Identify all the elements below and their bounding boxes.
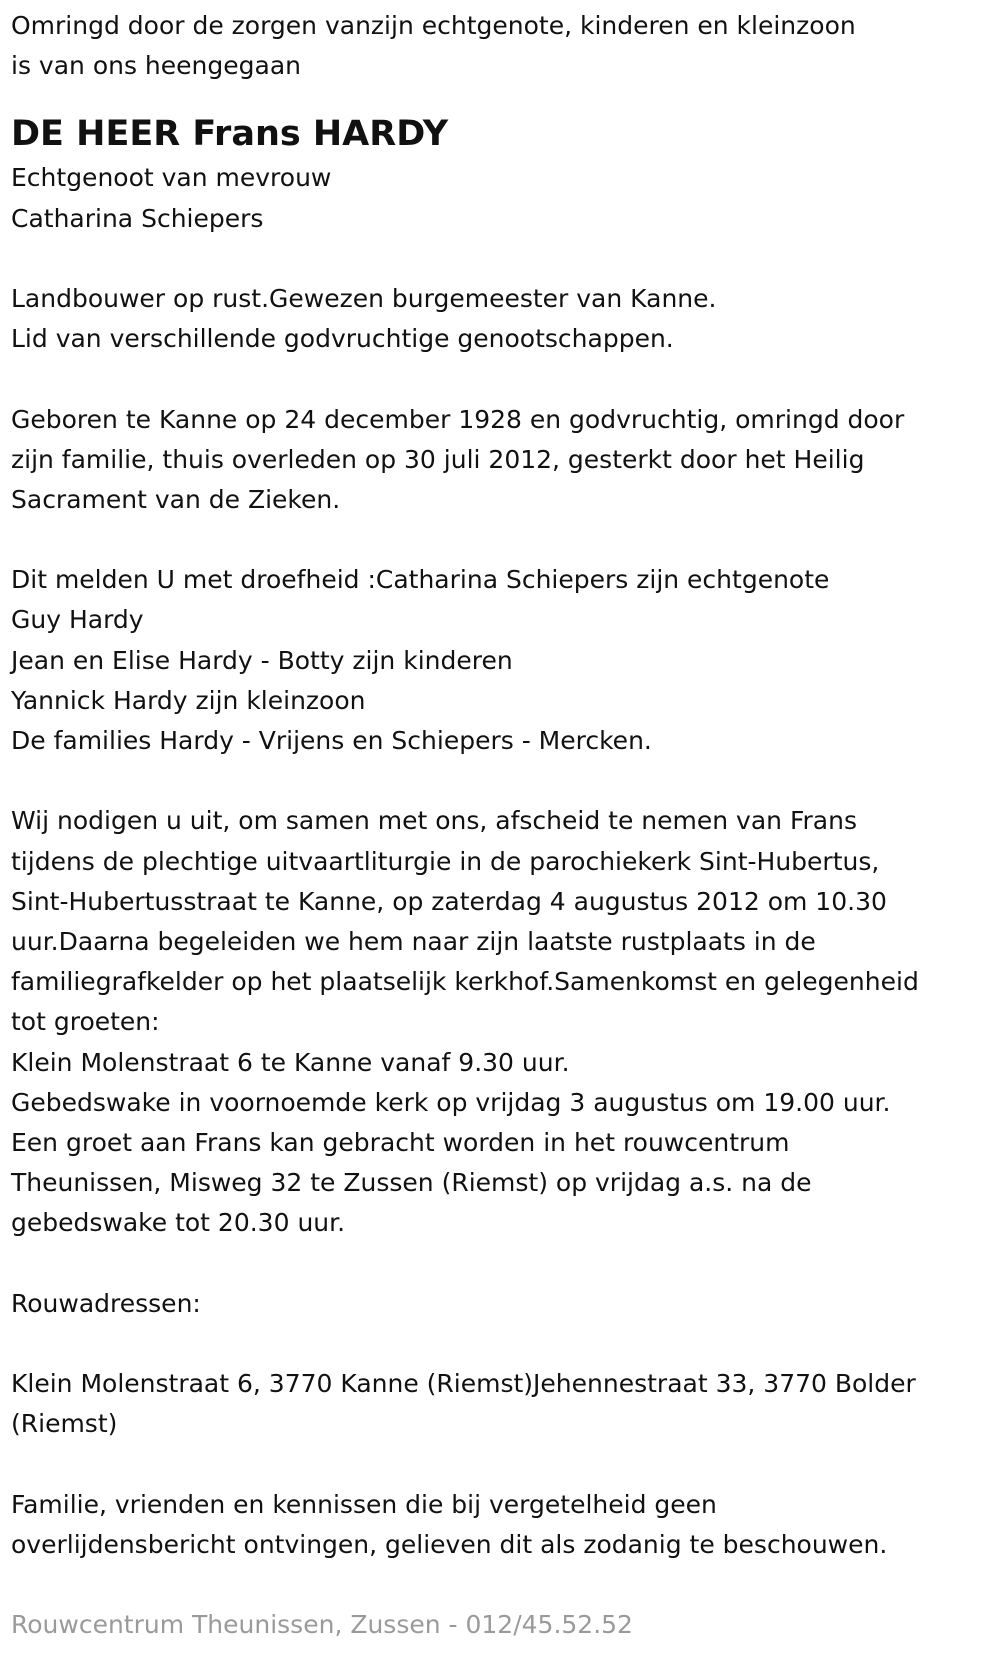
- text-line: Geboren te Kanne op 24 december 1928 en godvruchtig, omringd door: [11, 404, 905, 434]
- text-line: Klein Molenstraat 6, 3770 Kanne (Riemst)Jehennestraat 33, 3770 Bolder: [11, 1369, 916, 1398]
- text-line: Wij nodigen u uit, om samen met ons, afscheid te nemen van Frans: [11, 806, 857, 836]
- addresses-paragraph: [11, 1364, 1000, 1444]
- text-line: (Riemst): [11, 1409, 118, 1439]
- text-line: Klein Molenstraat 6 te Kanne vanaf 9.30 uur.: [11, 1047, 570, 1077]
- text-line: Echtgenoot van mevrouw: [11, 163, 332, 193]
- text-line: Gebedswake in voornoemde kerk op vrijdag 3 augustus om 19.00 uur.: [11, 1087, 891, 1117]
- text-line: Sacrament van de Zieken.: [11, 484, 341, 514]
- text-line: Lid van verschillende godvruchtige genootschappen.: [11, 324, 674, 354]
- occupation-paragraph: [11, 279, 1000, 359]
- spouse-paragraph: [11, 158, 1000, 238]
- closing-paragraph: [11, 1485, 1000, 1565]
- text-line: Jean en Elise Hardy - Botty zijn kinderen: [11, 645, 513, 675]
- text-line: gebedswake tot 20.30 uur.: [11, 1208, 346, 1238]
- text-line: zijn familie, thuis overleden op 30 juli 2012, gesterkt door het Heilig: [11, 444, 865, 474]
- text-line: tot groeten:: [11, 1007, 160, 1037]
- family-paragraph: [11, 560, 1000, 761]
- intro-paragraph: [11, 6, 1000, 86]
- text-line: uur.Daarna begeleiden we hem naar zijn laatste rustplaats in de: [11, 926, 816, 956]
- text-line: Familie, vrienden en kennissen die bij vergetelheid geen: [11, 1489, 717, 1519]
- text-line: De families Hardy - Vrijens en Schiepers - Mercken.: [11, 726, 652, 755]
- birth-death-paragraph: [11, 400, 1000, 521]
- funeral-home-footer: Rouwcentrum Theunissen, Zussen - 012/45.52.52: [11, 1610, 633, 1640]
- text-line: overlijdensbericht ontvingen, gelieven dit als zodanig te beschouwen.: [11, 1529, 888, 1559]
- addresses-label: Rouwadressen:: [11, 1288, 201, 1318]
- text-line: Sint-Hubertusstraat te Kanne, op zaterdag 4 augustus 2012 om 10.30: [11, 886, 887, 916]
- text-line: Catharina Schiepers: [11, 203, 264, 233]
- text-line: Theunissen, Misweg 32 te Zussen (Riemst) op vrijdag a.s. na de: [11, 1168, 812, 1198]
- text-line: Guy Hardy: [11, 605, 144, 635]
- text-line: familiegrafkelder op het plaatselijk kerkhof.Samenkomst en gelegenheid: [11, 967, 919, 997]
- text-line: is van ons heengegaan: [11, 51, 301, 81]
- text-line: Omringd door de zorgen vanzijn echtgenote, kinderen en kleinzoon: [11, 11, 856, 40]
- ceremony-paragraph: [11, 801, 1000, 1243]
- text-line: tijdens de plechtige uitvaartliturgie in de parochiekerk Sint-Hubertus,: [11, 846, 880, 876]
- obituary-document: [11, 6, 1000, 1645]
- deceased-name-heading: DE HEER Frans HARDY: [11, 114, 449, 155]
- text-line: Landbouwer op rust.Gewezen burgemeester van Kanne.: [11, 283, 717, 313]
- text-line: Een groet aan Frans kan gebracht worden in het rouwcentrum: [11, 1127, 790, 1157]
- text-line: Yannick Hardy zijn kleinzoon: [11, 685, 366, 715]
- text-line: Dit melden U met droefheid :Catharina Schiepers zijn echtgenote: [11, 565, 830, 595]
